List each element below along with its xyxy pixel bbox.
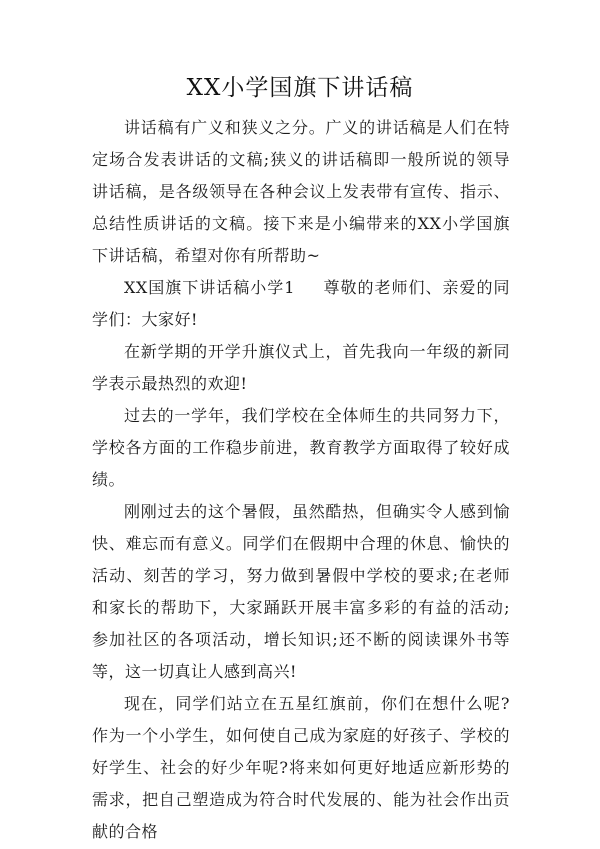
flag-paragraph: 现在，同学们站立在五星红旗前，你们在想什么呢?作为一个小学生，如何使自己成为家庭的好孩子、学校的好学生、社会的好少年呢?将来如何更好地适应新形势的需求，把自己塑造成为符合时代发展的、能为社会作出贡献的合格 [92,694,510,841]
welcome-paragraph: 在新学期的开学升旗仪式上，首先我向一年级的新同学表示最热烈的欢迎! [92,342,510,393]
speech-heading: XX国旗下讲话稿小学1 [124,278,295,297]
document-title: XX小学国旗下讲话稿 [186,75,414,101]
greeting: 尊敬的老师们、亲爱的同学们：大家好! [92,278,510,329]
speech-heading-paragraph [92,272,510,336]
summer-paragraph: 刚刚过去的这个暑假，虽然酷热，但确实令人感到愉快、难忘而有意义。同学们在假期中合理的休息、愉快的活动、刻苦的学习，努力做到暑假中学校的要求;在老师和家长的帮助下，大家踊跃开展丰富多彩的有益的活动;参加社区的各项活动，增长知识;还不断的阅读课外书等等，这一切真让人感到高兴! [92,502,510,681]
document-body [92,112,510,848]
past-year-paragraph: 过去的一学年，我们学校在全体师生的共同努力下，学校各方面的工作稳步前进，教育教学方面取得了较好成绩。 [92,406,510,489]
intro-paragraph: 讲话稿有广义和狭义之分。广义的讲话稿是人们在特定场合发表讲话的文稿;狭义的讲话稿即一般所说的领导讲话稿，是各级领导在各种会议上发表带有宣传、指示、总结性质讲话的文稿。接下来是小编带来的XX小学国旗下讲话稿，希望对你有所帮助~ [92,118,510,265]
